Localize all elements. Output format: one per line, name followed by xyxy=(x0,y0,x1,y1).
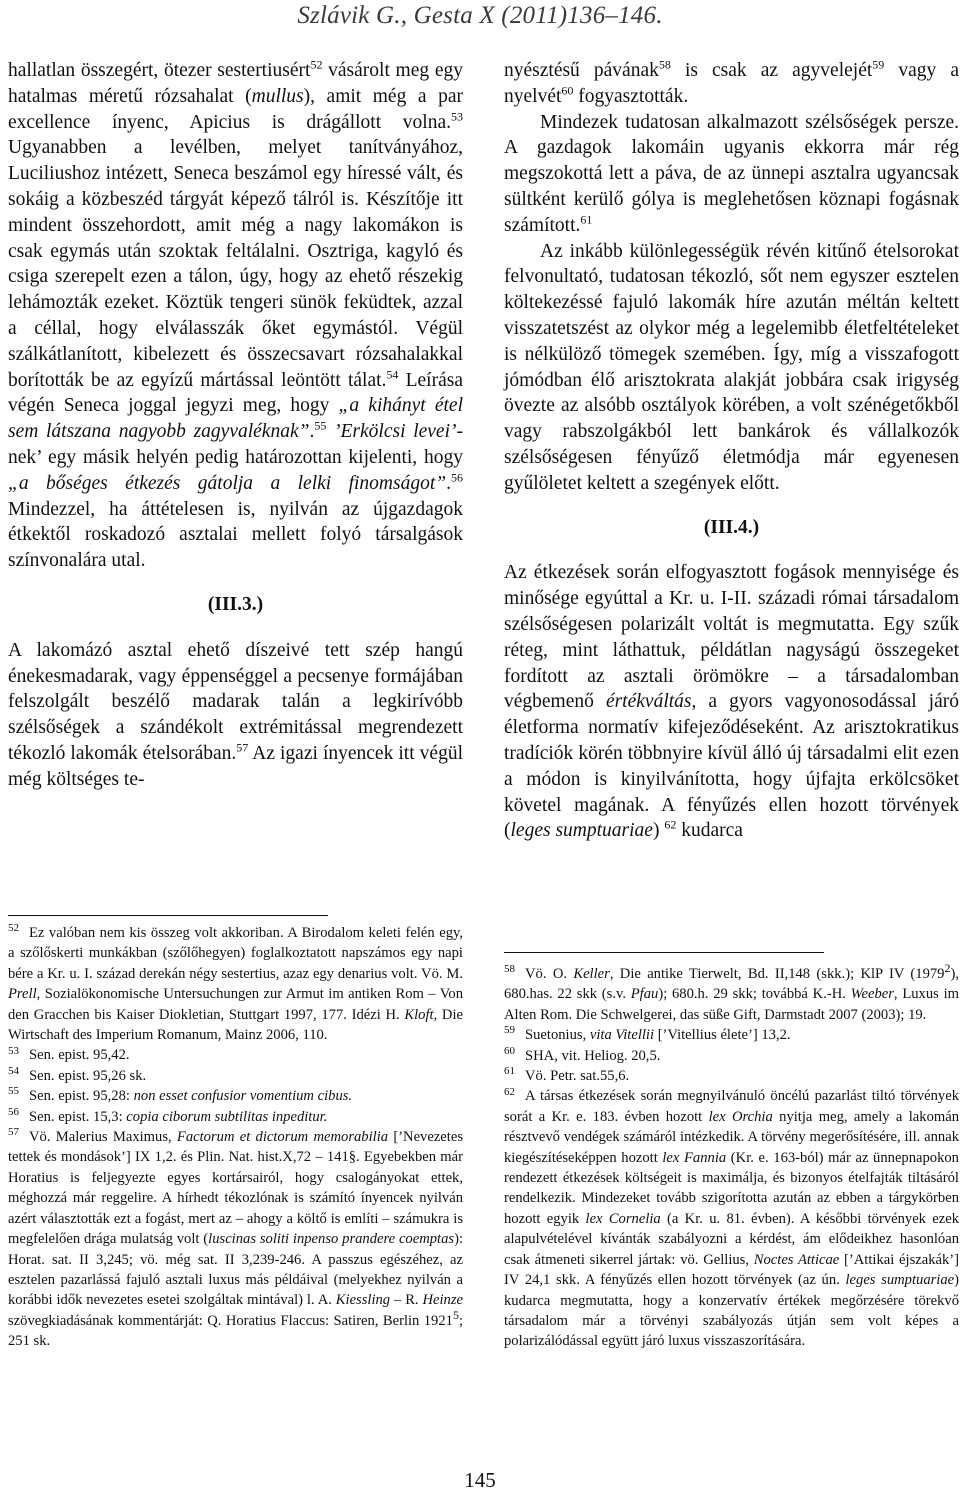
footnote-ref[interactable]: 58 xyxy=(658,57,671,72)
section-heading-iii-4: (III.4.) xyxy=(703,516,760,538)
page-number: 145 xyxy=(464,1468,496,1492)
footnote-separator-left xyxy=(8,915,328,916)
footnote-ref[interactable]: 55 xyxy=(314,418,327,433)
section-heading-iii-3: (III.3.) xyxy=(207,593,264,615)
right-column xyxy=(504,58,959,844)
footnote-59: $^{59}$ Suetonius, vita Vitellii [’Vitellius élete’] 13,2. xyxy=(504,1024,791,1044)
footnote-ref[interactable]: 54 xyxy=(386,367,399,382)
footnote-58: $^{58}$ Vö. O. Keller, Die antike Tierwelt, Bd. II,148 (skk.); KlP IV (1979$^2$), 680.has. 22 skk (s.v. Pfau); 680.h. 29 skk; továbbá K.-H. Weeber, Luxus im Alten Rom. Die Schwelgerei, das süße Gift, Darmstadt 2007 (2003); 19. xyxy=(504,961,959,1023)
footnotes-right xyxy=(504,961,960,1352)
left-paragraph-1: hallatlan összegért, ötezer sestertiusért$^{52}$ vásárolt meg egy hatalmas méretű rózsahalat (mullus), amit még a par excellence ínyenc, Apicius is drágállott volna.$^{53}$ Ugyanabben a levélben, melyet tanítványához, Luciliushoz intézett, Seneca beszámol egy híressé vált, és sokáig a közbeszéd tárgyát képező tálról is. Készítője itt mindent összehordott, amit még a nagy lakomákon is csak egymás után szoktak feltálalni. Osztriga, kagyló és csiga szerepelt ezen a tálon, úgy, hogy az ehető részekig lehámozták ezeket. Köztük tengeri sünök feküdtek, azzal a céllal, hogy elválasszák őket egymástól. Végül szálkátlanított, kibelezett és összecsavart rózsahalakkal borították be az egyízű mártással leöntött tálat.$^{54}$ Leírása végén Seneca joggal jegyzi meg, hogy „a kihányt étel sem látszana nagyobb zagyvaléknak”.$^{55}$ ’Erkölcsi levei’-nek’ egy másik helyén pedig határozottan kijelenti, hogy „a bőséges étkezés gátolja a lelki finomságot”.$^{56}$ Mindezzel, ha áttételesen is, nyilván az újgazdagok étkektől roskadozó asztalai mellett folyó társalgások színvonalára utal. xyxy=(8,57,463,572)
footnote-ref[interactable]: 61 xyxy=(580,212,593,227)
footnote-ref[interactable]: 59 xyxy=(872,57,885,72)
footnote-56: $^{56}$ Sen. epist. 15,3: copia ciborum subtilitas inpeditur. xyxy=(8,1105,328,1125)
footnote-ref[interactable]: 62 xyxy=(664,817,677,832)
right-paragraph-4: Az étkezések során elfogyasztott fogások mennyisége és minősége egyúttal a Kr. u. I-II. századi római társadalom szélsőségesen polarizált voltát is megmutatta. Egy szűk réteg, mint láthattuk, példátlan nagyságú összegeket fordított az asztali örömökre – a társadalomban végbemenő értékváltás, a gyors vagyonosodással járó életforma normatív kifejeződéseként. Az arisztokratikus tradíciók körén többnyire kívül álló új társadalmi elit ezen a módon is kinyilvánította, hogy újfajta erkölcsöket követel magának. A fényűzés ellen hozott törvények (leges sumptuariae) $^{62}$ kudarca xyxy=(504,562,960,842)
footnote-separator-right xyxy=(504,952,824,953)
footnotes-left xyxy=(8,923,463,1352)
footnote-55: $^{55}$ Sen. epist. 95,28: non esset confusior vomentium cibus. xyxy=(8,1085,353,1105)
footnote-ref[interactable]: 60 xyxy=(561,83,574,98)
footnote-62: $^{62}$ A társas étkezések során megnyilvánuló öncélú pazarlást tiltó törvények sorát a Kr. e. 183. évben hozott lex Orchia nyitja meg, amely a lakomán résztvevő vendégek számáról intézkedik. A törvény megerősítésére, ill. annak kiegészítéseképpen hozott lex Fannia (Kr. e. 163-ból) már az ünnepnapokon rendezett étkezések költségeit is maximálja, és bizonyos ételfajták tiltásáról rendelkezik. Mindezeket tovább szigorította azután az ebben a tárgykörben hozott egyik lex Cornelia (a Kr. u. 81. évben). A későbbi törvények ezek alapulvételével kívánták szabályozni a kérdést, ám elődeikhez hasonlóan csak átmeneti sikerrel jártak: vö. Gellius, Noctes Atticae [’Attikai éjszakák’] IV 24,1 skk. A fényűzés ellen hozott törvények (az ún. leges sumptuariae) kudarca megmutatta, hogy a konzervatív értékek megőrzésére törekvő társadalom már a törvényi szabályozás útján sem volt képes a polarizálódással együtt járó luxus visszaszorítására. xyxy=(504,1085,960,1350)
running-header: Szlávik G., Gesta X (2011)136–146. xyxy=(297,2,663,29)
footnote-ref[interactable]: 56 xyxy=(451,470,463,485)
footnote-ref[interactable]: 57 xyxy=(236,740,249,755)
footnote-52: $^{52}$ Ez valóban nem kis összeg volt akkoriban. A Birodalom keleti felén egy, a szőlőskerti munkákban (szőlőhegyen) foglalkoztatott napszámos egy napi bére a Kr. u. I. század derekán négy sestertius, azaz egy denarius volt. Vö. M. Prell, Sozialökonomische Untersuchungen zur Armut im antiken Rom – Von den Gracchen bis Kaiser Diokletian, Stuttgart 1997, 177. Idézi H. Kloft, Die Wirtschaft des Imperium Romanum, Mainz 2006, 110. xyxy=(8,922,464,1044)
footnote-61: $^{61}$ Vö. Petr. sat.55,6. xyxy=(504,1065,630,1085)
footnote-54: $^{54}$ Sen. epist. 95,26 sk. xyxy=(8,1064,147,1084)
right-paragraph-1: nyésztésű pávának$^{58}$ is csak az agyvelejét$^{59}$ vagy a nyelvét$^{60}$ fogyasztották. xyxy=(504,57,960,107)
right-paragraph-3: Az inkább különlegességük révén kitűnő ételsorokat felvonultató, tudatosan tékozló, sőt nem egyszer esztelen költekezéssé fajuló lakomák híre azután méltán keltett visszatetszést az olykor még a legelemibb életfeltételeket is nélkülöző tömegek szemében. Így, míg a visszafogott jómódban élő arisztokrata alakját jobbára csak irigység övezte az alsóbb osztályok körében, a volt szénégetőkből vagy rabszolgákból lett bankárok és vállalkozók szélsőségesen fényűző életmódja már egyenesen gyűlöletet keltett a szegények előtt. xyxy=(504,240,959,494)
footnote-ref[interactable]: 53 xyxy=(451,109,463,124)
footnote-60: $^{60}$ SHA, vit. Heliog. 20,5. xyxy=(504,1044,661,1064)
footnote-ref[interactable]: 52 xyxy=(310,57,323,72)
right-paragraph-2: Mindezek tudatosan alkalmazott szélsőségek persze. A gazdagok lakomáin ugyanis ekkorra már rég megszokottá lett a páva, de az ünnepi asztalra ugyancsak sültként kerülő gólya is meglehetősen köznapi fogásnak számított.$^{61}$ xyxy=(504,111,959,236)
footnote-53: $^{53}$ Sen. epist. 95,42. xyxy=(8,1044,130,1064)
left-paragraph-2: A lakomázó asztal ehető díszeivé tett szép hangú énekesmadarak, vagy éppenséggel a pecsenye formájában felszolgált beszélő madarak talán a legkirívóbb szélsőségek a szándékolt extrémitással megrendezett tékozló lakomák ételsorában.$^{57}$ Az igazi ínyencek itt végül még költséges te- xyxy=(8,639,463,790)
left-column xyxy=(8,58,463,793)
footnote-57: $^{57}$ Vö. Malerius Maximus, Factorum et dictorum memorabilia [’Nevezetes tettek és mondások’] IX 1,2. és Plin. Nat. hist.X,72 – 141§. Egyebekben már Horatius is feljegyezte egyes kortársairól, hogy csalogányokat ettek, méghozzá már reggelire. A hírhedt tékozlónak is számító ínyencek nyilván azért választották ezt a fogást, mert az – ahogy a költő is említi – számukra is megfelelően drága mulatság volt (luscinas soliti inpenso prandere coemptas): Horat. sat. II 3,245; vö. még sat. II 3,239-246. A passzus egészéhez, az esztelen pazarlássá fajuló asztali luxus más példáival (melyekhez nyilván a korábbi idők nevezetes esetei szolgáltak mintával) l. A. Kiessling – R. Heinze szövegkiadásának kommentárját: Q. Horatius Flaccus: Satiren, Berlin 1921$^5$; 251 sk. xyxy=(8,1126,463,1350)
